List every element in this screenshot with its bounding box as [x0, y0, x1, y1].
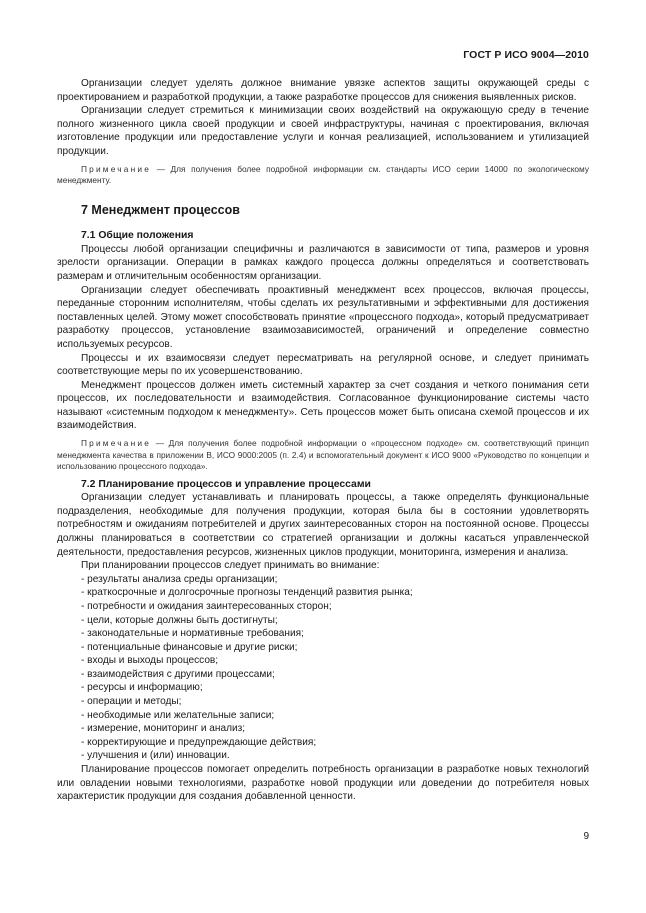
- list-item: - потенциальные финансовые и другие риски;: [81, 641, 298, 653]
- list-item: - результаты анализа среды организации;: [81, 573, 278, 585]
- list-item: - входы и выходы процессов;: [81, 655, 219, 667]
- page-body: [57, 77, 589, 804]
- list-item: - корректирующие и предупреждающие действия;: [81, 736, 317, 748]
- paragraph: Организации следует уделять должное внимание увязке аспектов защиты окружающей среды с проектированием и разработкой продукции, а также разработке процессов для снижения выявленных рисков.: [57, 78, 589, 103]
- list-item: - операции и методы;: [81, 696, 182, 708]
- page-number: 9: [583, 831, 589, 842]
- document-id-header: ГОСТ Р ИСО 9004—2010: [463, 49, 589, 61]
- paragraph: Менеджмент процессов должен иметь системный характер за счет создания и четкого понимания сети процессов, их последовательности и взаимодействия. Согласованное функционирование системы часто называют «системным подходом к менеджменту». Сеть процессов может быть описана схемой процессов и их взаимодействия.: [57, 379, 589, 432]
- paragraph: Процессы любой организации специфичны и различаются в зависимости от типа, размеров и уровня зрелости организации. Операции в рамках каждого процесса должны определяться и соответствовать размерам и отличительным особенностям организации.: [57, 243, 589, 282]
- note: [57, 164, 589, 187]
- list-item: - улучшения и (или) инновации.: [81, 750, 230, 762]
- note-label: Примечание: [81, 163, 152, 174]
- note-text: — Для получения более подробной информации о «процессном подходе» см. соответствующий принцип менеджмента качества в приложении В, ИСО 9000:2005 (п. 2.4) и вспомогательный документ к ИСО 9000 «Руководство по концепции и использованию процессного подхода».: [57, 438, 589, 472]
- list-intro: При планировании процессов следует принимать во внимание:: [81, 560, 380, 572]
- note: [57, 438, 589, 473]
- paragraph: Организации следует обеспечивать проактивный менеджмент всех процессов, включая процессы, переданные сторонним исполнителям, чтобы сделать их результативными и эффективными для достижения поставленных целей. Этому может способствовать принятие «процессного подхода», который предусматривает разработку процессов, установление взаимозависимостей, ограничений и определение совместно используемых ресурсов.: [57, 284, 589, 350]
- paragraph: Организации следует устанавливать и планировать процессы, а также определять функциональные подразделения, необходимые для получения продукции, которая была бы в состоянии удовлетворять потребностям и ожиданиям потребителей и других заинтересованных сторон на постоянной основе. Процессы должны планироваться в соответствии со стратегией организации и должны касаться управленческой деятельности, предоставления ресурсов, жизненных циклов продукции, мониторинга, измерения и анализа.: [57, 492, 589, 558]
- list-item: - цели, которые должны быть достигнуты;: [81, 614, 278, 626]
- paragraph: Организации следует стремиться к минимизации своих воздействий на окружающую среду в течение полного жизненного цикла своей продукции и своей инфраструктуры, начиная с проектирования, включая изготовление продукции или предоставление услуги и кончая реализацией, использованием и утилизацией продукции.: [57, 105, 589, 157]
- paragraph: Планирование процессов помогает определить потребность организации в разработке новых технологий или овладении новыми технологиями, разработке новой продукции или доведении до потребителя новых характеристик продукции для создания добавленной ценности.: [57, 764, 589, 803]
- paragraph: Процессы и их взаимосвязи следует пересматривать на регулярной основе, и следует принимать соответствующие меры по их усовершенствованию.: [57, 352, 589, 378]
- subsection-heading: 7.1 Общие положения: [81, 230, 194, 242]
- note-label: Примечание: [81, 438, 152, 449]
- consideration-list: [57, 573, 589, 763]
- section-heading: 7 Менеджмент процессов: [81, 202, 240, 217]
- list-item: - измерение, мониторинг и анализ;: [81, 723, 246, 735]
- list-item: - взаимодействия с другими процессами;: [81, 668, 275, 680]
- list-item: - необходимые или желательные записи;: [81, 709, 275, 721]
- list-item: - потребности и ожидания заинтересованных сторон;: [81, 600, 332, 612]
- list-item: - краткосрочные и долгосрочные прогнозы тенденций развития рынка;: [81, 587, 413, 599]
- subsection-heading: 7.2 Планирование процессов и управление процессами: [81, 478, 371, 490]
- list-item: - ресурсы и информацию;: [81, 682, 203, 694]
- list-item: - законодательные и нормативные требования;: [81, 628, 304, 640]
- note-text: — Для получения более подробной информации см. стандарты ИСО серии 14000 по экологическому менеджменту.: [57, 163, 589, 186]
